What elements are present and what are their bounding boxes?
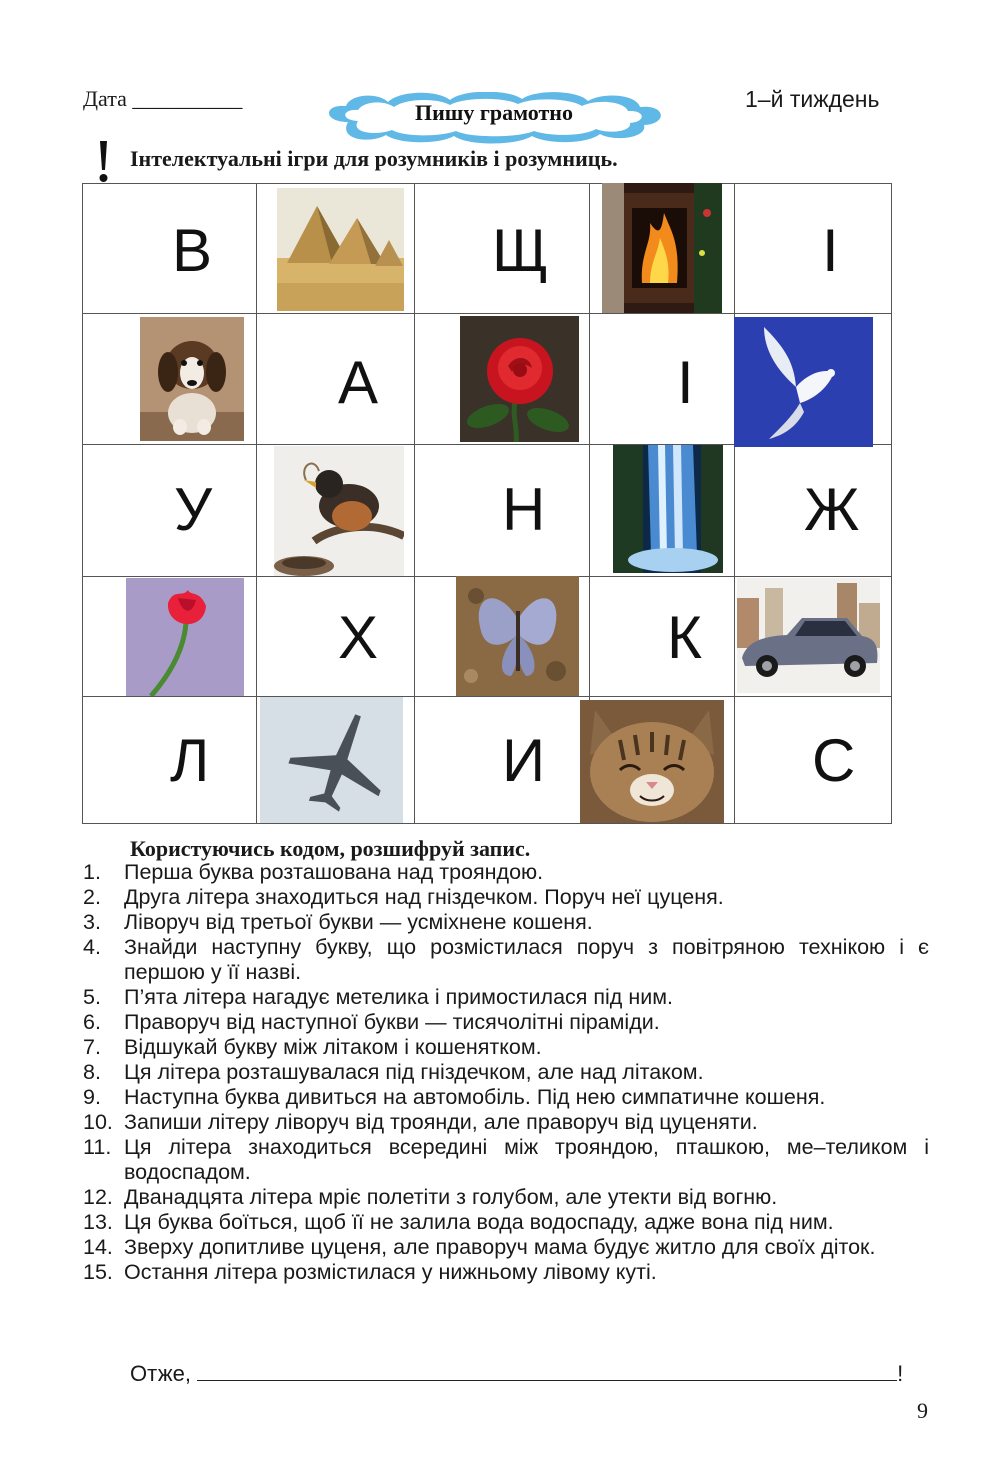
bird-nest-image: [274, 446, 404, 576]
list-item: 1. Перша буква розташована над трояндою.: [83, 860, 544, 884]
list-item: 12. Дванадцята літера мріє полетіти з голубом, але утекти від вогню.: [83, 1185, 778, 1209]
fireplace-image: [602, 183, 722, 313]
list-item: 3. Ліворуч від третьої букви — усміхнене кошеня.: [83, 910, 593, 934]
list-item: 10. Запиши літеру ліворуч від троянди, але праворуч від цуценяти.: [83, 1110, 758, 1134]
rose-image: [460, 316, 579, 442]
week-label: 1–й тиждень: [745, 86, 880, 112]
instructions-title: Користуючись кодом, розшифруй запис.: [130, 836, 531, 861]
jet-plane-image: [260, 697, 403, 823]
kitten-image: [580, 700, 724, 823]
list-item: 14. Зверху допитливе цуценя, але праворуч мама будує житло для своїх діток.: [83, 1235, 876, 1259]
list-item: 7. Відшукай букву між літаком і кошенятком.: [83, 1035, 542, 1059]
page-number: 9: [917, 1398, 928, 1423]
list-item: 9. Наступна буква дивиться на автомобіль. Під нею симпатичне кошеня.: [83, 1085, 826, 1109]
butterfly-image: [456, 576, 579, 696]
letter-r5c1: Л: [170, 727, 210, 794]
list-item: 15. Остання літера розмістилася у нижньому лівому куті.: [83, 1260, 657, 1284]
instructions-list: [83, 860, 929, 1285]
answer-prefix: Отже,: [130, 1361, 191, 1386]
letter-r3c3: Н: [502, 476, 546, 543]
letter-r4c4: К: [667, 604, 702, 671]
dove-image: [734, 317, 873, 447]
list-item: 5. П’ята літера нагадує метелика і примостилася під ним.: [83, 985, 673, 1009]
exclamation-icon: [96, 140, 110, 184]
letter-r2c2: А: [338, 349, 379, 416]
list-item: 8. Ця літера розташувалася під гніздечком, але над літаком.: [83, 1060, 704, 1084]
letter-r1c5: І: [822, 217, 839, 284]
answer-blank[interactable]: [197, 1362, 897, 1381]
letter-r4c2: Х: [338, 604, 379, 671]
puppy-image: [140, 317, 244, 441]
letter-r5c5: С: [812, 727, 856, 794]
letter-r2c4: І: [677, 349, 694, 416]
tulip-image: [126, 578, 244, 696]
letter-r1c3: Щ: [492, 217, 549, 284]
puzzle-grid: [82, 183, 892, 824]
waterfall-image: [613, 445, 723, 573]
pyramids-image: [277, 188, 404, 311]
date-label: Дата __________: [83, 86, 243, 111]
letter-r3c5: Ж: [804, 476, 860, 543]
car-image: [737, 578, 880, 693]
list-item: 13. Ця буква боїться, щоб її не залила вода водоспаду, адже вона під ним.: [83, 1210, 834, 1234]
list-item: 6. Праворуч від наступної букви — тисячолітні піраміди.: [83, 1010, 660, 1034]
letter-r3c1: У: [174, 476, 213, 543]
section-title: Пишу грамотно: [415, 100, 573, 125]
subtitle: Інтелектуальні ігри для розумників і розумниць.: [130, 146, 618, 171]
list-item: 4. Знайди наступну букву, що розмістилася поруч з повітряною технікою і є першою у її назві.: [83, 935, 929, 984]
list-item: 2. Друга літера знаходиться над гніздечком. Поруч неї цуценя.: [83, 885, 724, 909]
list-item: 11. Ця літера знаходиться всередині між трояндою, пташкою, ме–теликом і водоспадом.: [83, 1135, 929, 1184]
letter-r5c3: И: [502, 727, 546, 794]
answer-line[interactable]: [130, 1361, 920, 1387]
answer-suffix: !: [897, 1361, 904, 1386]
letter-r1c1: В: [172, 217, 213, 284]
